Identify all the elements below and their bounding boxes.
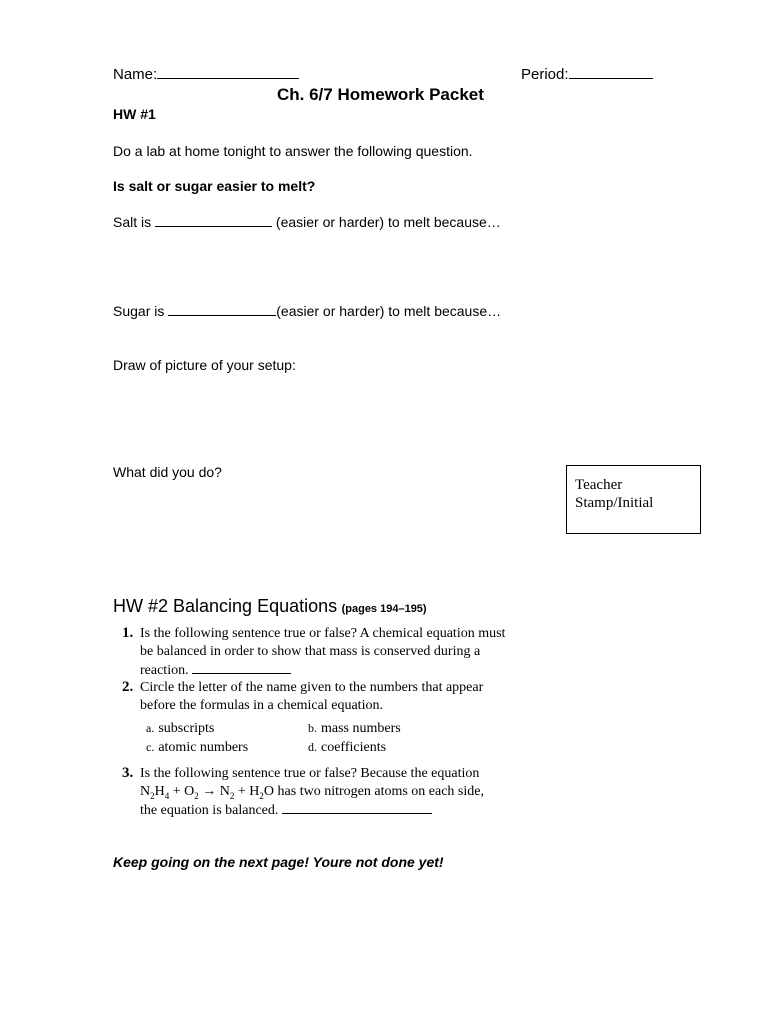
q3-line3: the equation is balanced.	[140, 803, 279, 818]
sugar-line	[113, 303, 501, 319]
period-blank[interactable]	[569, 66, 653, 79]
footer-note: Keep going on the next page! Youre not done yet!	[113, 854, 444, 870]
option-text: atomic numbers	[158, 740, 249, 755]
hw2-pages: (pages 194–195)	[341, 603, 427, 615]
option-text: coefficients	[321, 740, 387, 755]
hw2-heading-row	[113, 596, 427, 617]
option-letter: a.	[146, 721, 155, 735]
sugar-suffix: (easier or harder) to melt because…	[276, 303, 502, 319]
name-label: Name:	[113, 66, 158, 83]
hw1-heading: HW #1	[113, 106, 156, 122]
q1-line2: be balanced in order to show that mass is conserved during a	[140, 644, 481, 659]
option-letter: c.	[146, 740, 155, 754]
q3-number: 3.	[122, 765, 134, 781]
q2-line1: Circle the letter of the name given to the numbers that appear	[140, 680, 484, 695]
teacher-box-line2: Stamp/Initial	[575, 495, 654, 511]
q2-option-b[interactable]	[308, 721, 401, 737]
sugar-prefix: Sugar is	[113, 303, 165, 319]
salt-prefix: Salt is	[113, 214, 152, 230]
chemical-equation: $N_2H_4 + O_2 \to N_2 + H_2O$	[140, 784, 275, 801]
q1-line3-row	[140, 661, 291, 680]
q2-number: 2.	[122, 679, 134, 695]
name-blank[interactable]	[157, 66, 299, 79]
q3-answer-blank[interactable]	[282, 801, 432, 814]
draw-prompt: Draw of picture of your setup:	[113, 357, 296, 373]
q2-line2: before the formulas in a chemical equation.	[140, 698, 383, 713]
option-letter: b.	[308, 721, 317, 735]
q2-option-a[interactable]	[146, 721, 214, 737]
q3-line3-row	[140, 801, 432, 820]
name-field[interactable]	[113, 66, 299, 83]
salt-blank[interactable]	[155, 214, 272, 227]
option-text: mass numbers	[321, 721, 401, 736]
hw1-instruction: Do a lab at home tonight to answer the following question.	[113, 143, 473, 159]
salt-suffix: (easier or harder) to melt because…	[275, 214, 501, 230]
salt-line	[113, 214, 501, 230]
option-letter: d.	[308, 740, 317, 754]
hw2-heading: HW #2 Balancing Equations	[113, 596, 338, 616]
period-label: Period:	[521, 66, 569, 83]
q1-number: 1.	[122, 625, 134, 641]
what-prompt: What did you do?	[113, 464, 222, 480]
page-title: Ch. 6/7 Homework Packet	[277, 85, 484, 104]
teacher-box-line1: Teacher	[575, 477, 623, 493]
q1-answer-blank[interactable]	[192, 661, 291, 674]
option-text: subscripts	[158, 721, 215, 736]
period-field[interactable]	[521, 66, 653, 83]
q2-option-d[interactable]	[308, 740, 386, 756]
q2-option-c[interactable]	[146, 740, 248, 756]
q3-line1: Is the following sentence true or false? Because the equation	[140, 766, 480, 781]
q1-line1: Is the following sentence true or false? A chemical equation must	[140, 626, 506, 641]
sugar-blank[interactable]	[168, 303, 276, 316]
hw1-question: Is salt or sugar easier to melt?	[113, 178, 316, 194]
q3-line2-suffix: has two nitrogen atoms on each side,	[277, 784, 484, 799]
q1-line3: reaction.	[140, 663, 189, 678]
teacher-stamp-box	[566, 465, 701, 534]
